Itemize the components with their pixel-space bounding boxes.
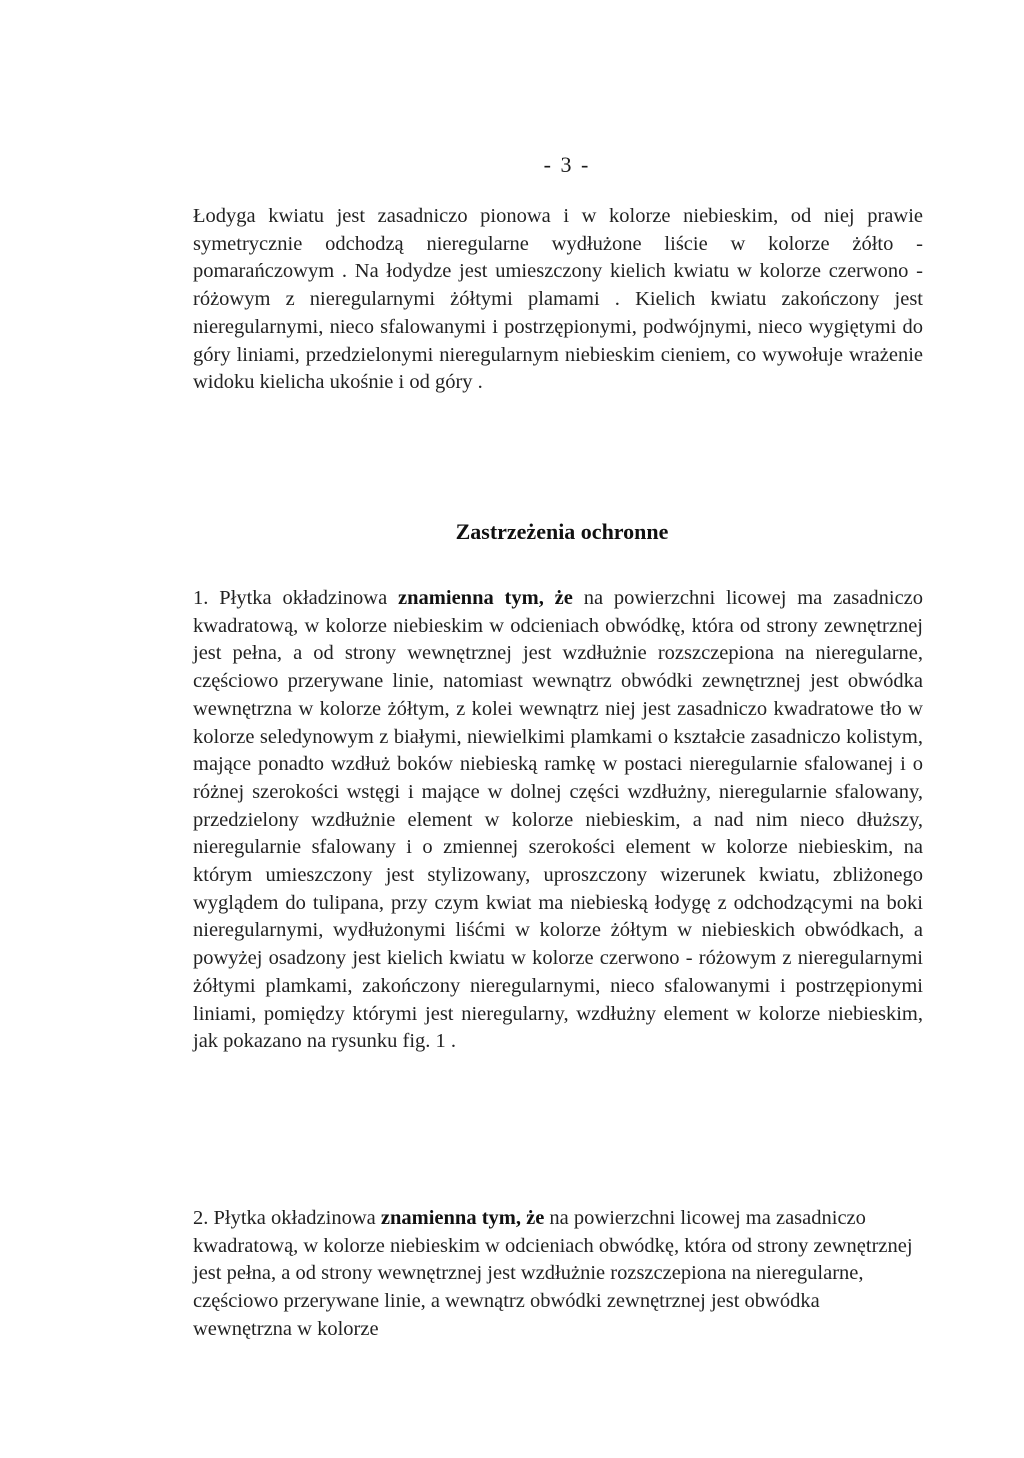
claim-2-number: 2.: [193, 1207, 209, 1229]
section-heading: Zastrzeżenia ochronne: [455, 519, 669, 544]
claim-1-lead: Płytka okładzinowa: [219, 587, 388, 609]
claim-2: [193, 1205, 923, 1344]
claim-2-lead: Płytka okładzinowa: [213, 1207, 376, 1229]
claim-1-number: 1.: [193, 587, 209, 609]
page-number: - 3 -: [543, 152, 591, 177]
claim-1-text: na powierzchni licowej ma zasadniczo kwadratową, w kolorze niebieskim w odcieniach obwódkę, która od strony zewnętrznej jest pełna, a od strony wewnętrznej jest wzdłużnie rozszczepiona na nieregularne, częściowo przerywane linie, natomiast wewnątrz obwódki zewnętrznej jest obwódka wewnętrzna w kolorze żółtym, z kolei wewnątrz niej jest zasadniczo kwadratowe tło w kolorze seledynowym z białymi, niewielkimi plamkami o kształcie zasadniczo kolistym, mające ponadto wzdłuż boków niebieską ramkę w postaci nieregularnie sfalowanej i o różnej szerokości wstęgi i mające w dolnej części wzdłużny, nieregularnie sfalowany, przedzielony wzdłużnie element w kolorze niebieskim, a nad nim nieco dłuższy, nieregularnie sfalowany i o zmiennej szerokości element w kolorze niebieskim, na którym umieszczony jest stylizowany, uproszczony wizerunek kwiatu, zbliżonego wyglądem do tulipana, przy czym kwiat ma niebieską łodygę z odchodzącymi na boki nieregularnymi, wydłużonymi liśćmi w kolorze żółtym w niebieskich obwódkach, a powyżej osadzony jest kielich kwiatu w kolorze czerwono - różowym z nieregularnymi żółtymi plamkami, zakończony nieregularnymi, nieco sfalowanymi i postrzępionymi liniami, pomiędzy którymi jest nieregularny, wzdłużny element w kolorze niebieskim, jak pokazano na rysunku fig. 1 .: [193, 587, 924, 1053]
claim-1-emphasis: znamienna tym, że: [398, 587, 573, 609]
claim-2-emphasis: znamienna tym, że: [380, 1207, 545, 1229]
claim-1: [193, 585, 923, 1056]
description-paragraph: Łodyga kwiatu jest zasadniczo pionowa i w kolorze niebieskim, od niej prawie symetrycznie odchodzą nieregularne wydłużone liście w kolorze żółto - pomarańczowym . Na łodydze jest umieszczony kielich kwiatu w kolorze czerwono - różowym z nieregularnymi żółtymi plamami . Kielich kwiatu zakończony jest nieregularnymi, nieco sfalowanymi i postrzępionymi, podwójnymi, nieco wygiętymi do góry liniami, przedzielonymi nieregularnym niebieskim cieniem, co wywołuje wrażenie widoku kielicha ukośnie i od góry .: [193, 205, 923, 394]
claim-2-text: na powierzchni licowej ma zasadniczo kwadratową, w kolorze niebieskim w odcieniach obwódkę, która od strony zewnętrznej jest pełna, a od strony wewnętrznej jest wzdłużnie rozszczepiona na nieregularne, częściowo przerywane linie, a wewnątrz obwódki zewnętrznej jest obwódka wewnętrzna w kolorze: [193, 1207, 913, 1340]
